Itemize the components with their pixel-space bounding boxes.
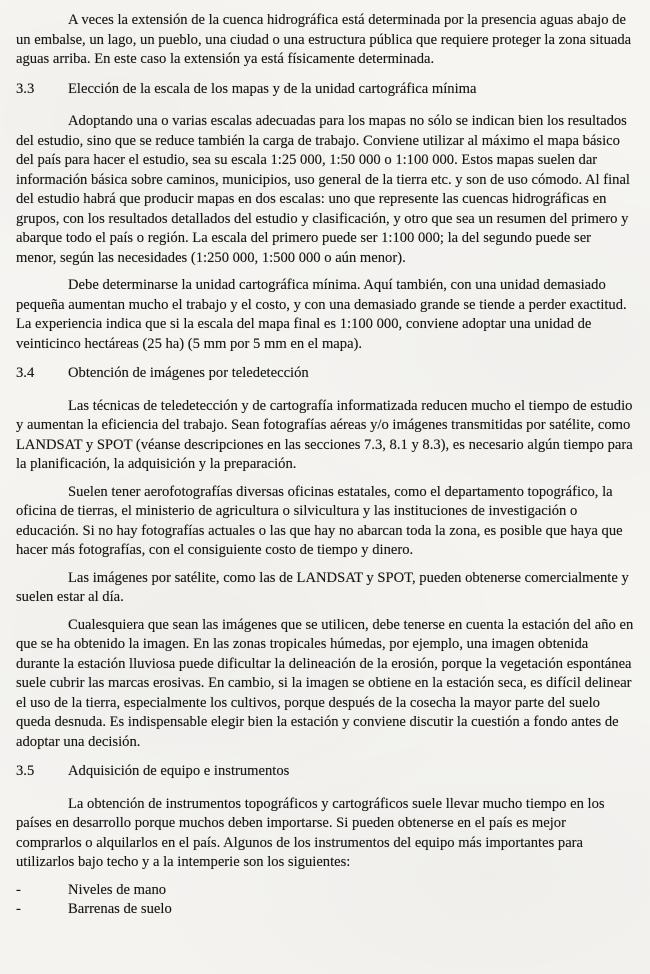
section-title: Elección de la escala de los mapas y de la unidad cartográfica mínima: [68, 80, 477, 97]
list-dash: -: [16, 881, 21, 898]
paragraph-image-season: Cualesquiera que sean las imágenes que se utilicen, debe tenerse en cuenta la estación del año en que se ha obtenido la imagen. En las zonas tropicales húmedas, por ejemplo, una imagen obtenida durante la estación lluviosa puede dificultar la delineación de la erosión, porque la vegetación espontánea suele cubrir las marcas erosivas. En cambio, si la imagen se obtiene en la estación seca, es difícil delinear el uso de la tierra, especialmente los cultivos, porque después de la cosecha la mayor parte del suelo queda desnuda. Es indispensable elegir bien la estación y conviene discutir la cuestión a fondo antes de adoptar una decisión.: [16, 616, 634, 750]
section-number: 3.3: [16, 80, 35, 97]
paragraph-satellite-images: Las imágenes por satélite, como las de LANDSAT y SPOT, pueden obtenerse comercialmente y suelen estar al día.: [16, 569, 629, 605]
section-heading-3-5: [16, 762, 635, 782]
list-item-text: Niveles de mano: [68, 881, 167, 898]
section-number: 3.5: [16, 763, 35, 779]
section-number: 3.4: [16, 365, 35, 381]
paragraph-aerial-photos-offices: Suelen tener aerofotografías diversas oficinas estatales, como el departamento topográfico, la oficina de tierras, el ministerio de agricultura o silvicultura y las instituciones de investigación o educación. Si no hay fotografías actuales o las que hay no abarcan toda la zona, es posible que haya que hacer más fotografías, con el consiguiente costo de tiempo y dinero.: [16, 483, 623, 558]
list-item: [16, 881, 635, 901]
section-heading-3-3: [16, 80, 635, 100]
paragraph-map-scales: Adoptando una o varias escalas adecuadas para los mapas no sólo se indican bien los resultados del estudio, sino que se reduce también la carga de trabajo. Conviene utilizar al máximo el mapa básico del país para hacer el estudio, sea su escala 1:25 000, 1:50 000 o 1:100 000. Estos mapas suelen dar información básica sobre caminos, municipios, uso general de la tierra etc. y son de uso cómodo. Al final del estudio habrá que producir mapas en dos escalas: uno que represente las cuencas hidrográficas en grupos, con los resultados detallados del estudio y clasificación, y otro que sea un resumen del primero y abarque todo el país o región. La escala del primero puede ser 1:100 000; la del segundo puede ser menor, según las necesidades (1:250 000, 1:500 000 o aún menor).: [16, 113, 630, 266]
paragraph-equipment-acquisition: La obtención de instrumentos topográficos y cartográficos suele llevar mucho tiempo en los países en desarrollo porque muchos deben importarse. Si pueden obtenerse en el país es mejor comprarlos o alquilarlos en el país. Algunos de los instrumentos del equipo más importantes para utilizarlos bajo techo y a la intemperie son los siguientes:: [16, 795, 605, 870]
list-item: [16, 900, 635, 920]
paragraph-minimum-unit: Debe determinarse la unidad cartográfica mínima. Aquí también, con una unidad demasiado pequeña aumentan mucho el trabajo y el costo, y con una demasiado grande se tiende a perder exactitud. La experiencia indica que si la escala del mapa final es 1:100 000, conviene adoptar una unidad de veinticinco hectáreas (25 ha) (5 mm por 5 mm en el mapa).: [16, 277, 627, 352]
list-dash: -: [16, 901, 21, 917]
equipment-list: [16, 881, 635, 920]
paragraph-remote-sensing-techniques: Las técnicas de teledetección y de cartografía informatizada reducen mucho el tiempo de estudio y aumentan la eficiencia del trabajo. Sean fotografías aéreas y/o imágenes transmitidas por satélite, como LANDSAT y SPOT (véanse descripciones en las secciones 7.3, 8.1 y 8.3), es necesario algún tiempo para la planificación, la adquisición y la preparación.: [16, 397, 633, 472]
paragraph-watershed-extent: A veces la extensión de la cuenca hidrográfica está determinada por la presencia aguas abajo de un embalse, un lago, un pueblo, una ciudad o una estructura pública que requiere proteger la zona situada aguas arriba. En este caso la extensión ya está físicamente determinada.: [16, 12, 632, 67]
list-item-text: Barrenas de suelo: [68, 901, 172, 917]
section-title: Adquisición de equipo e instrumentos: [68, 763, 290, 779]
section-title: Obtención de imágenes por teledetección: [68, 365, 309, 381]
section-heading-3-4: [16, 364, 635, 384]
